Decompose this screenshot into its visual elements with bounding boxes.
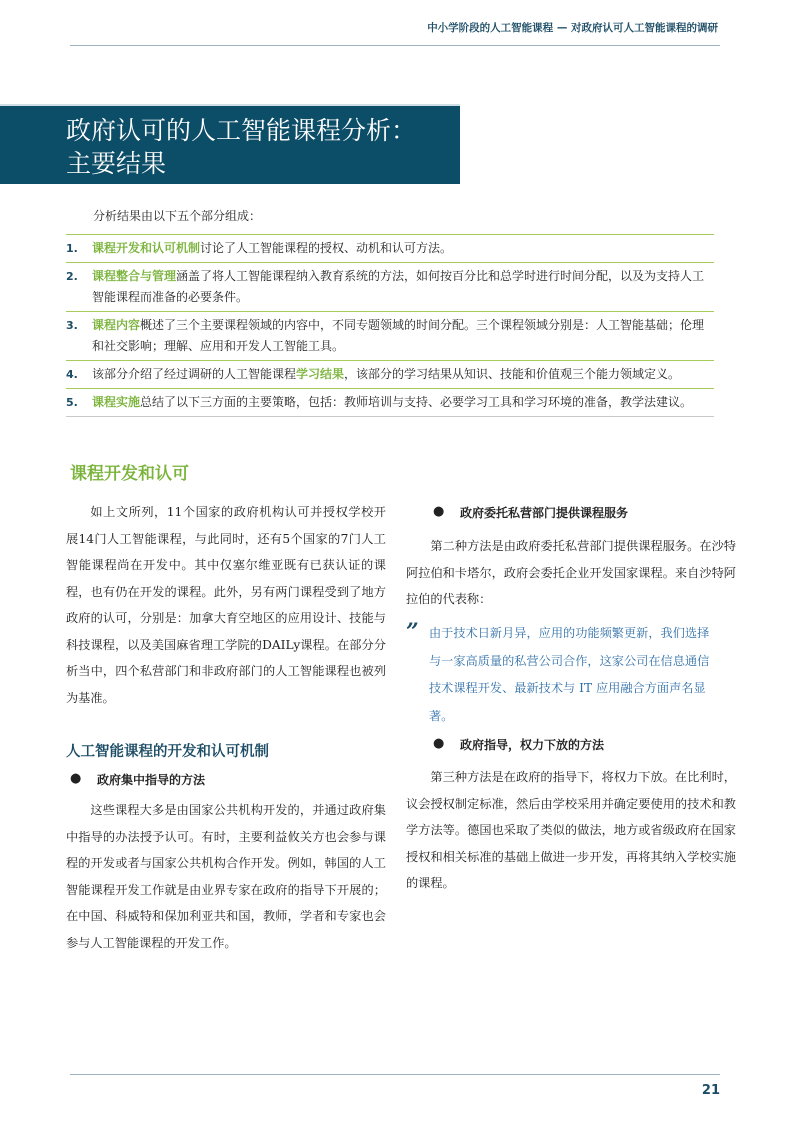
- summary-text: 总结了以下三方面的主要策略，包括：教师培训与支持、必要学习工具和学习环境的准备，教学法建议。: [140, 395, 693, 409]
- bullet-dot-icon: ●: [433, 504, 445, 519]
- summary-highlight: 课程实施: [92, 395, 141, 409]
- quote-mark-icon: ”: [406, 619, 419, 645]
- summary-number: 2.: [66, 270, 78, 283]
- right-paragraph-2: [406, 764, 736, 897]
- intro-text: 分析结果由以下五个部分组成：: [93, 209, 262, 223]
- summary-highlight: 课程开发和认可机制: [92, 241, 201, 255]
- summary-number: 5.: [66, 396, 78, 409]
- bullet-label: 政府集中指导的方法: [97, 773, 206, 787]
- body-text: 第二种方法是由政府委托私营部门提供课程服务。在沙特阿拉伯和卡塔尔，政府会委托企业开发国家课程。来自沙特阿拉伯的代表称：: [406, 539, 736, 606]
- header-rule: [70, 45, 720, 46]
- summary-text: 涵盖了将人工智能课程纳入教育系统的方法，如何按百分比和总学时进行时间分配，以及为支持人工智能课程而准备的必要条件。: [92, 269, 705, 304]
- footer-rule: [70, 1074, 720, 1075]
- title-band: [0, 104, 460, 184]
- summary-highlight: 课程内容: [92, 318, 141, 332]
- summary-item: [66, 234, 714, 262]
- summary-highlight: 学习结果: [296, 367, 345, 381]
- bullet-label: 政府委托私营部门提供课程服务: [460, 506, 629, 520]
- summary-highlight: 课程整合与管理: [92, 269, 177, 283]
- summary-item: [66, 360, 714, 388]
- subsection-heading: 人工智能课程的开发和认可机制: [66, 744, 269, 760]
- right-paragraph-1: [406, 533, 736, 613]
- left-paragraph-2: [66, 797, 386, 956]
- bullet-dot-icon: ●: [70, 771, 82, 786]
- bullet-dot-icon: ●: [433, 736, 445, 751]
- summary-text: 讨论了人工智能课程的授权、动机和认可方法。: [200, 241, 453, 255]
- summary-list: [66, 234, 714, 417]
- bullet-label: 政府指导，权力下放的方法: [460, 738, 605, 752]
- section-heading: 课程开发和认可: [70, 464, 189, 484]
- page-title: 政府认可的人工智能课程分析： 主要结果: [66, 116, 417, 178]
- body-text: 这些课程大多是由国家公共机构开发的，并通过政府集中指导的办法授予认可。有时，主要利益攸关方也会参与课程的开发或者与国家公共机构合作开发。例如，韩国的人工智能课程开发工作就是由业界专家在政府的指导下开展的；在中国、科威特和保加利亚共和国，教师，学者和专家也会参与人工智能课程的开发工作。: [66, 803, 386, 950]
- summary-pretext: 该部分介绍了经过调研的人工智能课程: [92, 367, 297, 381]
- quote-text: 由于技术日新月异，应用的功能频繁更新，我们选择与一家高质量的私营公司合作，这家公司在信息通信技术课程开发、最新技术与 IT 应用融合方面声名显著。: [429, 626, 710, 723]
- body-text: 如上文所列，11个国家的政府机构认可并授权学校开展14门人工智能课程，与此同时，还有5个国家的7门人工智能课程尚在开发中。其中仅塞尔维亚既有已获认证的课程，也有仍在开发的课程。此外，另有两门课程受到了地方政府的认可，分别是：加拿大育空地区的应用设计、技能与科技课程，以及美国麻省理工学院的DAILy课程。在部分分析当中，四个私营部门和非政府部门的人工智能课程也被列为基准。: [66, 505, 386, 705]
- summary-number: 4.: [66, 368, 78, 381]
- running-head: 中小学阶段的人工智能课程 — 对政府认可人工智能课程的调研: [427, 22, 718, 34]
- left-paragraph-1: [66, 499, 386, 711]
- summary-text: ，该部分的学习结果从知识、技能和价值观三个能力领域定义。: [344, 367, 681, 381]
- summary-number: 3.: [66, 319, 78, 332]
- summary-text: 概述了三个主要课程领域的内容中，不同专题领域的时间分配。三个课程领域分别是：人工智能基础；伦理和社交影响；理解、应用和开发人工智能工具。: [92, 318, 705, 353]
- summary-item: [66, 388, 714, 417]
- summary-item: [66, 311, 714, 360]
- summary-number: 1.: [66, 242, 78, 255]
- summary-item: [66, 262, 714, 311]
- body-text: 第三种方法是在政府的指导下，将权力下放。在比利时，议会授权制定标准，然后由学校采用并确定要使用的技术和教学方法等。德国也采取了类似的做法，地方或省级政府在国家授权和相关标准的基础上做进一步开发，再将其纳入学校实施的课程。: [406, 770, 736, 890]
- page-number: 21: [701, 1083, 720, 1098]
